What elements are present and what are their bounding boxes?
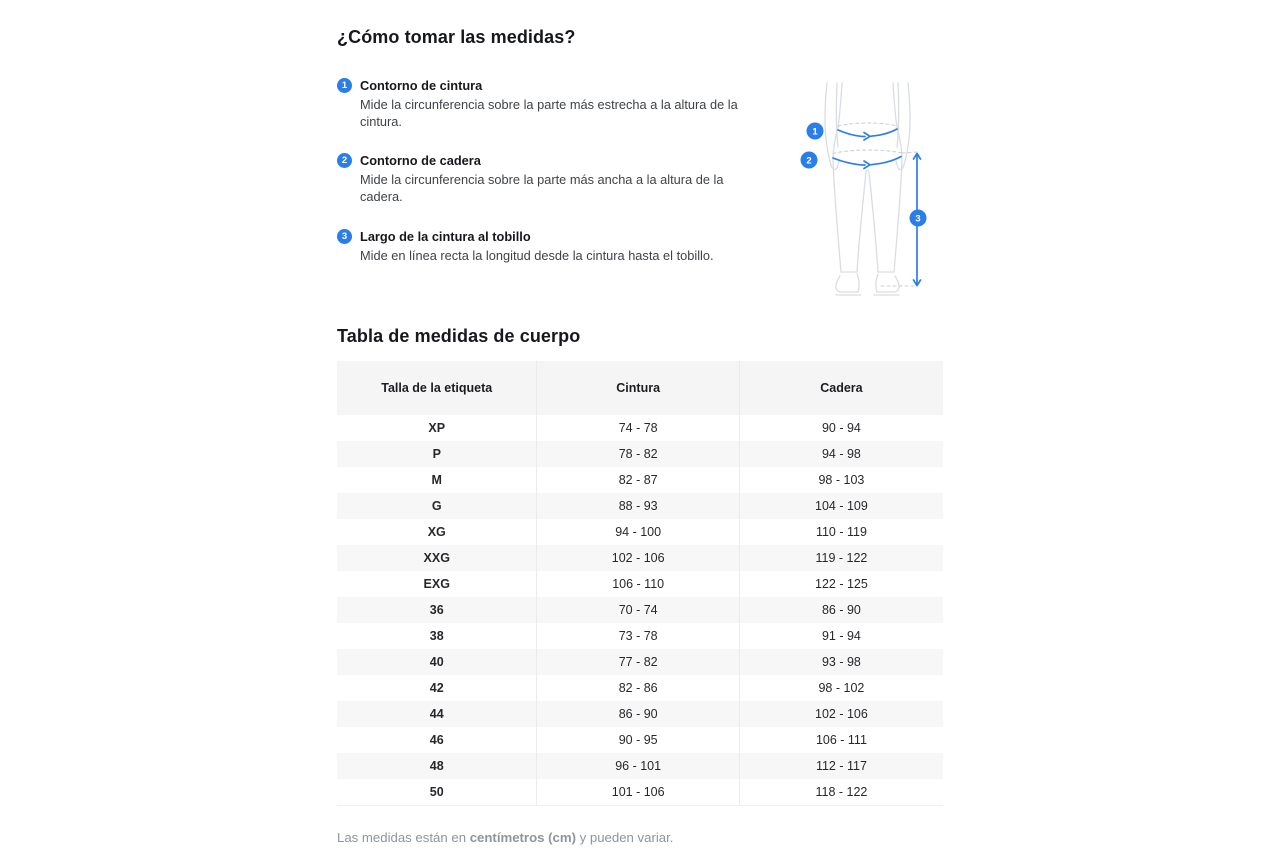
table-row (337, 493, 943, 519)
waist-cell: 88 - 93 (537, 493, 739, 519)
step-3-badge-icon: 3 (337, 229, 352, 244)
table-row (337, 597, 943, 623)
size-cell: P (337, 441, 537, 467)
diagram-badges (801, 123, 927, 227)
instruction-item-header (337, 229, 767, 244)
hip-cell: 102 - 106 (739, 701, 943, 727)
hip-cell: 94 - 98 (739, 441, 943, 467)
hip-cell: 104 - 109 (739, 493, 943, 519)
column-header-waist: Cintura (537, 361, 739, 415)
size-cell: 42 (429, 681, 444, 695)
disclaimer-prefix: Las medidas están en (337, 829, 470, 845)
instruction-item-length (337, 229, 767, 265)
instruction-item-hip (337, 153, 767, 205)
instruction-description: Mide en línea recta la longitud desde la cintura hasta el tobillo. (360, 247, 714, 263)
size-cell: 48 (337, 753, 537, 779)
waist-cell: 70 - 74 (537, 597, 739, 623)
body-measurement-diagram (795, 81, 943, 310)
waist-cell: 86 - 90 (537, 701, 739, 727)
hip-cell: 119 - 122 (739, 545, 943, 571)
hip-cell: 106 - 111 (739, 727, 943, 753)
disclaimer-units: centímetros (cm) (469, 829, 576, 845)
how-to-measure-title: ¿Cómo tomar las medidas? (337, 27, 576, 47)
hip-cell: 86 - 90 (739, 597, 943, 623)
size-cell: XP (428, 421, 446, 435)
size-cell: M (431, 473, 442, 487)
size-table-title: Tabla de medidas de cuerpo (337, 326, 581, 346)
table-row (337, 441, 943, 467)
table-row (337, 545, 943, 571)
table-header-row (337, 361, 943, 415)
diagram-badge-3-label: 3 (915, 213, 921, 225)
step-2-badge-icon: 2 (337, 153, 352, 168)
disclaimer-suffix: y pueden variar. (575, 829, 674, 845)
waist-cell: 73 - 78 (537, 623, 739, 649)
hip-cell: 91 - 94 (739, 623, 943, 649)
waist-cell: 74 - 78 (537, 415, 739, 441)
waist-cell: 90 - 95 (537, 727, 739, 753)
table-row (337, 753, 943, 779)
hip-cell: 98 - 103 (739, 467, 943, 493)
how-to-measure-section (337, 78, 943, 310)
legs-illustration (795, 81, 943, 305)
size-cell: EXG (423, 577, 450, 591)
size-cell: 38 (429, 629, 444, 643)
size-guide-panel (337, 0, 943, 845)
waist-cell: 101 - 106 (537, 779, 739, 805)
table-row (337, 675, 943, 701)
diagram-badge-2-label: 2 (806, 155, 812, 167)
hip-cell: 90 - 94 (739, 415, 943, 441)
body-measurements-table (337, 361, 943, 806)
diagram-badge-1-label: 1 (812, 126, 818, 138)
instruction-title: Contorno de cintura (360, 78, 483, 93)
size-cell: 50 (337, 779, 537, 805)
table-row (337, 649, 943, 675)
waist-cell: 77 - 82 (537, 649, 739, 675)
table-row (337, 779, 943, 805)
hip-cell: 110 - 119 (739, 519, 943, 545)
waist-cell: 78 - 82 (537, 441, 739, 467)
table-row (337, 727, 943, 753)
waist-cell: 82 - 86 (537, 675, 739, 701)
hip-cell: 122 - 125 (739, 571, 943, 597)
waist-cell: 96 - 101 (537, 753, 739, 779)
waist-cell: 106 - 110 (537, 571, 739, 597)
measurement-instructions-list (337, 78, 767, 287)
table-row (337, 415, 943, 441)
instruction-item-header (337, 78, 767, 93)
size-cell: G (337, 493, 537, 519)
instruction-description: Mide la circunferencia sobre la parte más estrecha a la altura de la cintura. (360, 97, 738, 129)
units-disclaimer (337, 830, 943, 845)
hip-cell: 112 - 117 (739, 753, 943, 779)
instruction-description: Mide la circunferencia sobre la parte más ancha a la altura de la cadera. (360, 172, 724, 204)
table-row (337, 519, 943, 545)
size-cell: 36 (337, 597, 537, 623)
waist-cell: 102 - 106 (537, 545, 739, 571)
hip-cell: 98 - 102 (739, 675, 943, 701)
column-header-hip: Cadera (739, 361, 943, 415)
table-row (337, 467, 943, 493)
size-cell: XXG (337, 545, 537, 571)
instruction-item-waist (337, 78, 767, 130)
hip-cell: 93 - 98 (739, 649, 943, 675)
size-cell: 40 (337, 649, 537, 675)
step-1-badge-icon: 1 (337, 78, 352, 93)
instruction-item-header (337, 153, 767, 168)
column-header-size: Talla de la etiqueta (337, 361, 537, 415)
table-row (337, 571, 943, 597)
table-row (337, 701, 943, 727)
instruction-title: Largo de la cintura al tobillo (360, 228, 531, 244)
size-cell: 44 (337, 701, 537, 727)
waist-cell: 94 - 100 (537, 519, 739, 545)
table-row (337, 623, 943, 649)
waist-cell: 82 - 87 (537, 467, 739, 493)
instruction-title: Contorno de cadera (360, 153, 481, 169)
size-cell: XG (427, 525, 446, 539)
hip-cell: 118 - 122 (739, 779, 943, 805)
size-cell: 46 (429, 733, 444, 747)
